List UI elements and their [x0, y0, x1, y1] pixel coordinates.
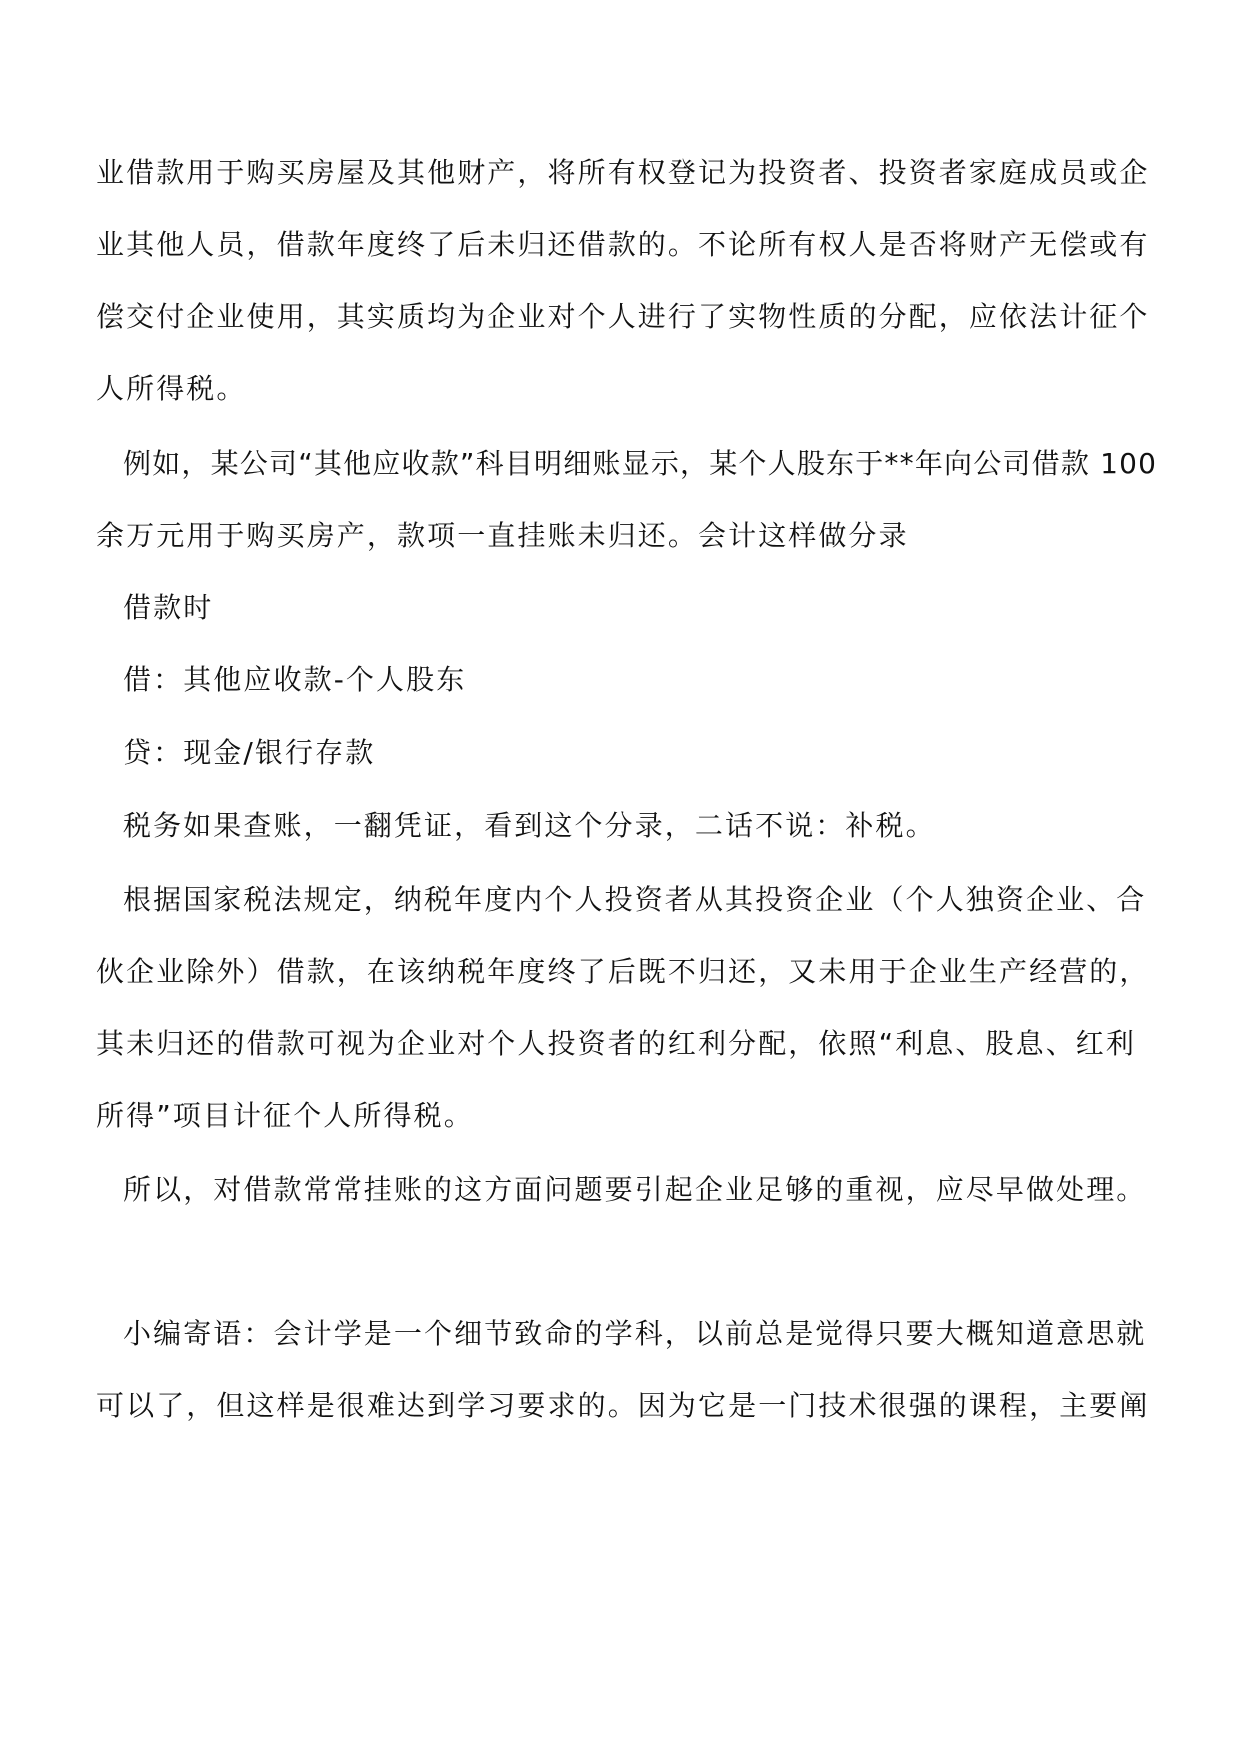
text-line-5: 例如，某公司“其他应收款”科目明细账显示，某个人股东于**年向公司借款 100 [123, 447, 1158, 480]
text-line-6: 余万元用于购买房产，款项一直挂账未归还。会计这样做分录 [96, 519, 909, 552]
text-line-2: 业其他人员，借款年度终了后未归还借款的。不论所有权人是否将财产无偿或有 [96, 228, 1150, 261]
text-line-1: 业借款用于购买房屋及其他财产，将所有权登记为投资者、投资者家庭成员或企 [96, 156, 1150, 189]
text-line-10: 税务如果查账，一翻凭证，看到这个分录，二话不说：补税。 [123, 809, 936, 842]
text-line-14: 所得”项目计征个人所得税。 [96, 1099, 474, 1132]
text-line-4: 人所得税。 [96, 372, 247, 405]
text-line-3: 偿交付企业使用，其实质均为企业对个人进行了实物性质的分配，应依法计征个 [96, 300, 1150, 333]
text-line-11: 根据国家税法规定，纳税年度内个人投资者从其投资企业（个人独资企业、合 [123, 883, 1147, 916]
text-line-13: 其未归还的借款可视为企业对个人投资者的红利分配，依照“利息、股息、红利 [96, 1027, 1137, 1060]
text-line-12: 伙企业除外）借款，在该纳税年度终了后既不归还，又未用于企业生产经营的， [96, 955, 1150, 988]
text-line-15: 所以，对借款常常挂账的这方面问题要引起企业足够的重视，应尽早做处理。 [123, 1173, 1147, 1206]
text-line-17: 可以了，但这样是很难达到学习要求的。因为它是一门技术很强的课程，主要阐 [96, 1389, 1150, 1422]
text-line-8: 借：其他应收款-个人股东 [123, 663, 467, 696]
text-line-9: 贷：现金/银行存款 [123, 736, 376, 769]
text-line-7: 借款时 [123, 591, 214, 624]
text-line-16: 小编寄语：会计学是一个细节致命的学科，以前总是觉得只要大概知道意思就 [123, 1317, 1147, 1350]
